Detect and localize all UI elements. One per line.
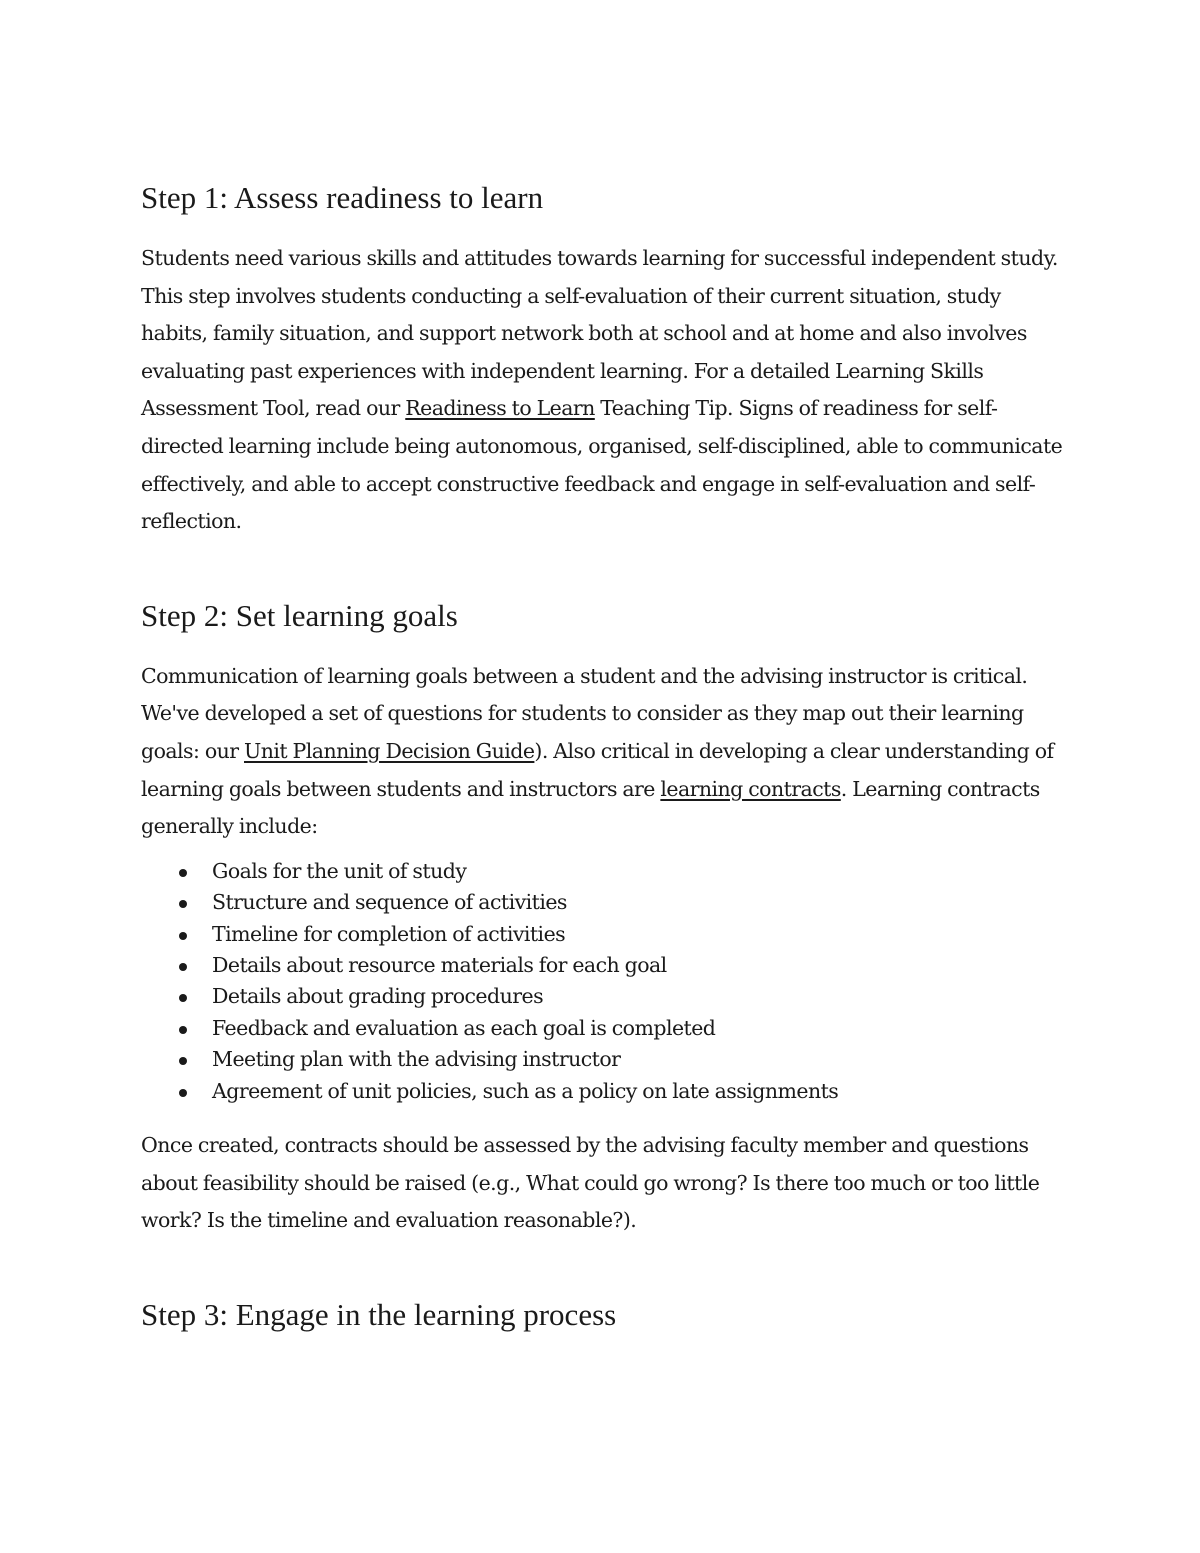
step1-text-after-link: Teaching Tip. Signs of readiness for self-directed learning include being autonomous, organised, self-disciplined, able to communicate effectively, and able to accept constructive feedback and engage in self-evaluation and self-reflection. [141, 396, 1063, 534]
step1-paragraph [141, 240, 1071, 541]
unit-planning-decision-guide-link[interactable]: Unit Planning Decision Guide [244, 738, 535, 763]
step2-closing-paragraph: Once created, contracts should be assessed by the advising faculty member and questions about feasibility should be raised (e.g., What could go wrong? Is there too much or too little work? Is the timeline and evaluation reasonable?). [141, 1132, 1040, 1233]
learning-contract-list [141, 856, 1071, 1107]
step1-heading: Step 1: Assess readiness to learn [141, 180, 544, 215]
list-item: Goals for the unit of study [141, 856, 1071, 887]
bullet-icon [179, 963, 187, 971]
document-page [141, 178, 1071, 1335]
list-item: Structure and sequence of activities [141, 887, 1071, 918]
bullet-icon [179, 932, 187, 940]
step1-text-before-link: Students need various skills and attitudes towards learning for successful independent study. This step involves students conducting a self-evaluation of their current situation, study habits, family situation, and support network both at school and at home and also involves evaluating past experiences with independent learning. For a detailed Learning Skills Assessment Tool, read our [141, 246, 1058, 421]
bullet-icon [179, 1057, 187, 1065]
bullet-icon [179, 869, 187, 877]
bullet-icon [179, 994, 187, 1002]
bullet-icon [179, 1089, 187, 1097]
step2-text-part1: Communication of learning goals between a student and the advising instructor is critical. We've developed a set of questions for students to consider as they map out their learning goals: our [141, 663, 1028, 763]
step2-text-part3: . Learning contracts generally include: [141, 776, 1040, 839]
list-item: Agreement of unit policies, such as a policy on late assignments [141, 1076, 1071, 1107]
step2-paragraph [141, 658, 1071, 846]
list-item: Details about grading procedures [141, 981, 1071, 1012]
step2-text-part2: ). Also critical in developing a clear understanding of learning goals between students and instructors are [141, 738, 1054, 801]
list-item: Feedback and evaluation as each goal is completed [141, 1013, 1071, 1044]
step2-heading: Step 2: Set learning goals [141, 597, 458, 633]
step3-heading: Step 3: Engage in the learning process [141, 1296, 617, 1332]
bullet-icon [179, 900, 187, 908]
bullet-icon [179, 1026, 187, 1034]
learning-contracts-link[interactable]: learning contracts [660, 776, 841, 801]
list-item: Meeting plan with the advising instructor [141, 1044, 1071, 1075]
list-item: Details about resource materials for each goal [141, 950, 1071, 981]
list-item: Timeline for completion of activities [141, 919, 1071, 950]
readiness-to-learn-link[interactable]: Readiness to Learn [405, 396, 595, 421]
